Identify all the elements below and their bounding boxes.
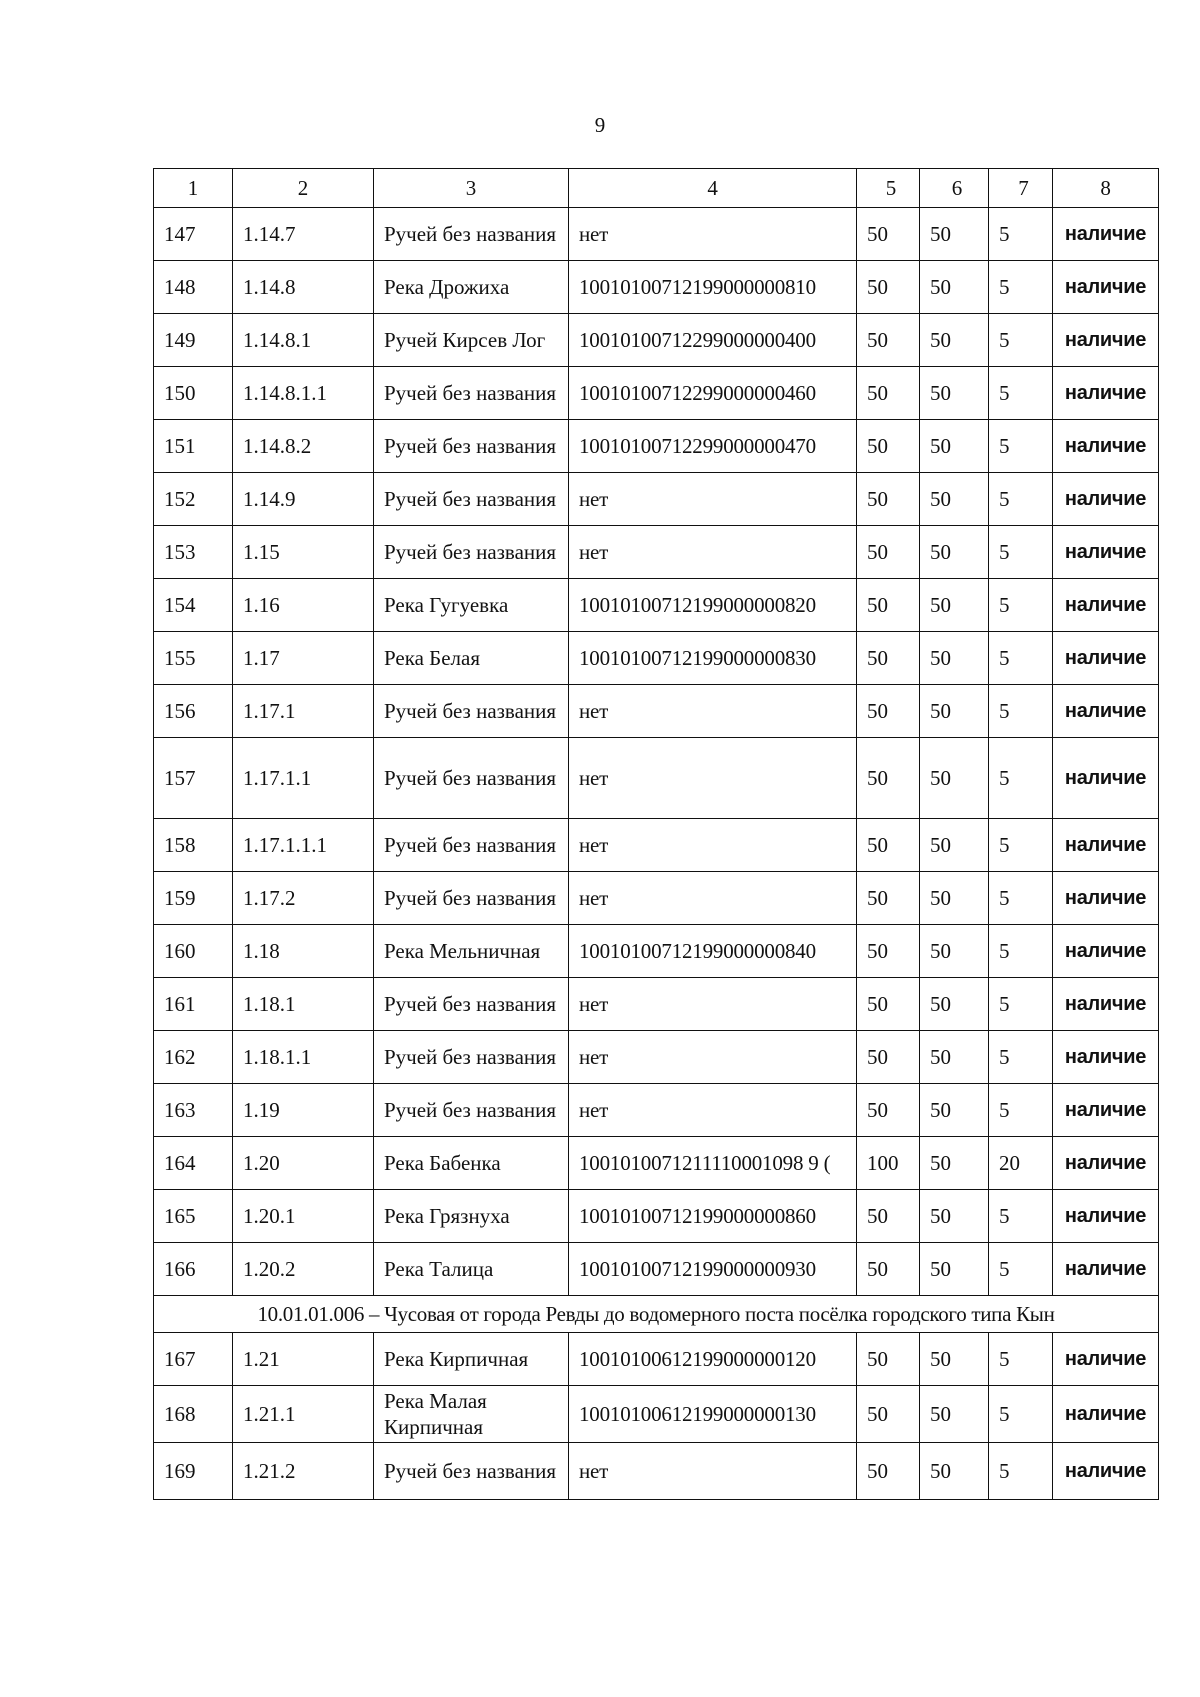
value-7-cell: 5 (989, 738, 1053, 819)
value-7-cell: 5 (989, 579, 1053, 632)
status-cell: наличие (1053, 1137, 1159, 1190)
row-number-cell: 160 (154, 925, 233, 978)
status-cell: наличие (1053, 1031, 1159, 1084)
table-row (154, 1031, 1159, 1084)
table-row (154, 208, 1159, 261)
value-6-cell: 50 (920, 420, 989, 473)
value-6-cell: 50 (920, 738, 989, 819)
water-body-name-cell: Река Гугуевка (374, 579, 569, 632)
value-7-cell: 5 (989, 1190, 1053, 1243)
table-row (154, 738, 1159, 819)
water-body-name-cell: Ручей без названия (374, 978, 569, 1031)
status-cell: наличие (1053, 367, 1159, 420)
status-cell: наличие (1053, 738, 1159, 819)
value-5-cell: 50 (857, 367, 920, 420)
code-cell: 1.20.2 (233, 1243, 374, 1296)
value-6-cell: 50 (920, 1084, 989, 1137)
row-number-cell: 158 (154, 819, 233, 872)
water-body-name-cell: Ручей без названия (374, 1443, 569, 1500)
value-5-cell: 50 (857, 526, 920, 579)
registry-code-cell: 10010100712199000000840 (569, 925, 857, 978)
table-row (154, 1443, 1159, 1500)
code-cell: 1.16 (233, 579, 374, 632)
value-7-cell: 5 (989, 420, 1053, 473)
registry-code-cell: 1001010071211110001098 9 ( (569, 1137, 857, 1190)
table-row (154, 1386, 1159, 1443)
value-7-cell: 5 (989, 819, 1053, 872)
value-6-cell: 50 (920, 367, 989, 420)
row-number-cell: 161 (154, 978, 233, 1031)
row-number-cell: 150 (154, 367, 233, 420)
value-6-cell: 50 (920, 1137, 989, 1190)
status-cell: наличие (1053, 632, 1159, 685)
registry-code-cell: 10010100712199000000810 (569, 261, 857, 314)
registry-code-cell: нет (569, 473, 857, 526)
table-row (154, 1084, 1159, 1137)
registry-code-cell: нет (569, 819, 857, 872)
value-5-cell: 50 (857, 579, 920, 632)
value-5-cell: 50 (857, 978, 920, 1031)
table-row (154, 526, 1159, 579)
status-cell: наличие (1053, 685, 1159, 738)
value-5-cell: 50 (857, 208, 920, 261)
row-number-cell: 169 (154, 1443, 233, 1500)
water-body-name-cell: Ручей без названия (374, 1084, 569, 1137)
column-header: 8 (1053, 169, 1159, 208)
table-row (154, 1333, 1159, 1386)
column-header: 3 (374, 169, 569, 208)
value-6-cell: 50 (920, 1443, 989, 1500)
value-6-cell: 50 (920, 314, 989, 367)
value-7-cell: 5 (989, 872, 1053, 925)
code-cell: 1.17.2 (233, 872, 374, 925)
row-number-cell: 159 (154, 872, 233, 925)
status-cell: наличие (1053, 208, 1159, 261)
registry-code-cell: нет (569, 685, 857, 738)
registry-code-cell: 10010100712199000000830 (569, 632, 857, 685)
code-cell: 1.14.9 (233, 473, 374, 526)
value-5-cell: 50 (857, 1031, 920, 1084)
value-7-cell: 5 (989, 526, 1053, 579)
value-7-cell: 5 (989, 1031, 1053, 1084)
status-cell: наличие (1053, 1443, 1159, 1500)
table-row (154, 579, 1159, 632)
registry-code-cell: 10010100712199000000930 (569, 1243, 857, 1296)
table-row (154, 872, 1159, 925)
value-5-cell: 50 (857, 925, 920, 978)
page-number: 9 (594, 113, 606, 137)
water-bodies-table (153, 168, 1159, 1500)
row-number-cell: 168 (154, 1386, 233, 1443)
table-row (154, 1243, 1159, 1296)
code-cell: 1.18 (233, 925, 374, 978)
code-cell: 1.14.7 (233, 208, 374, 261)
status-cell: наличие (1053, 314, 1159, 367)
column-header: 5 (857, 169, 920, 208)
value-6-cell: 50 (920, 1031, 989, 1084)
code-cell: 1.19 (233, 1084, 374, 1137)
row-number-cell: 147 (154, 208, 233, 261)
column-header: 7 (989, 169, 1053, 208)
value-7-cell: 5 (989, 314, 1053, 367)
value-5-cell: 100 (857, 1137, 920, 1190)
value-5-cell: 50 (857, 1243, 920, 1296)
value-6-cell: 50 (920, 579, 989, 632)
registry-code-cell: нет (569, 978, 857, 1031)
row-number-cell: 156 (154, 685, 233, 738)
status-cell: наличие (1053, 473, 1159, 526)
value-7-cell: 5 (989, 473, 1053, 526)
value-5-cell: 50 (857, 1443, 920, 1500)
table-row (154, 925, 1159, 978)
value-7-cell: 5 (989, 1443, 1053, 1500)
table-row (154, 632, 1159, 685)
section-row (154, 1296, 1159, 1333)
value-5-cell: 50 (857, 685, 920, 738)
registry-code-cell: нет (569, 1443, 857, 1500)
registry-code-cell: 10010100712299000000400 (569, 314, 857, 367)
value-6-cell: 50 (920, 925, 989, 978)
row-number-cell: 151 (154, 420, 233, 473)
section-title: 10.01.01.006 – Чусовая от города Ревды до водомерного поста посёлка городского типа Кын (154, 1296, 1159, 1333)
value-6-cell: 50 (920, 819, 989, 872)
table-header-row (154, 169, 1159, 208)
status-cell: наличие (1053, 1190, 1159, 1243)
code-cell: 1.21 (233, 1333, 374, 1386)
registry-code-cell: 10010100612199000000120 (569, 1333, 857, 1386)
code-cell: 1.21.1 (233, 1386, 374, 1443)
water-body-name-cell: Река Белая (374, 632, 569, 685)
status-cell: наличие (1053, 1243, 1159, 1296)
status-cell: наличие (1053, 526, 1159, 579)
water-body-name-cell: Ручей без названия (374, 685, 569, 738)
table-row (154, 367, 1159, 420)
row-number-cell: 163 (154, 1084, 233, 1137)
value-5-cell: 50 (857, 1084, 920, 1137)
registry-code-cell: нет (569, 208, 857, 261)
value-5-cell: 50 (857, 632, 920, 685)
water-body-name-cell: Ручей без названия (374, 872, 569, 925)
water-body-name-cell: Река Дрожиха (374, 261, 569, 314)
value-6-cell: 50 (920, 1190, 989, 1243)
water-body-name-cell: Ручей без названия (374, 738, 569, 819)
value-5-cell: 50 (857, 420, 920, 473)
value-6-cell: 50 (920, 1243, 989, 1296)
value-7-cell: 5 (989, 208, 1053, 261)
code-cell: 1.21.2 (233, 1443, 374, 1500)
value-7-cell: 5 (989, 1243, 1053, 1296)
value-5-cell: 50 (857, 1190, 920, 1243)
status-cell: наличие (1053, 872, 1159, 925)
row-number-cell: 166 (154, 1243, 233, 1296)
row-number-cell: 148 (154, 261, 233, 314)
value-6-cell: 50 (920, 261, 989, 314)
registry-code-cell: 10010100712299000000460 (569, 367, 857, 420)
row-number-cell: 154 (154, 579, 233, 632)
water-body-name-cell: Река Талица (374, 1243, 569, 1296)
status-cell: наличие (1053, 819, 1159, 872)
value-5-cell: 50 (857, 872, 920, 925)
table-row (154, 473, 1159, 526)
value-5-cell: 50 (857, 819, 920, 872)
water-body-name-cell: Река Кирпичная (374, 1333, 569, 1386)
value-6-cell: 50 (920, 1386, 989, 1443)
row-number-cell: 155 (154, 632, 233, 685)
value-6-cell: 50 (920, 978, 989, 1031)
value-7-cell: 5 (989, 978, 1053, 1031)
water-body-name-cell: Ручей без названия (374, 208, 569, 261)
table-row (154, 685, 1159, 738)
water-body-name-cell: Ручей без названия (374, 420, 569, 473)
value-7-cell: 5 (989, 632, 1053, 685)
registry-code-cell: нет (569, 872, 857, 925)
value-7-cell: 5 (989, 925, 1053, 978)
value-5-cell: 50 (857, 473, 920, 526)
registry-code-cell: 10010100712199000000820 (569, 579, 857, 632)
value-7-cell: 5 (989, 367, 1053, 420)
row-number-cell: 153 (154, 526, 233, 579)
status-cell: наличие (1053, 420, 1159, 473)
code-cell: 1.18.1.1 (233, 1031, 374, 1084)
row-number-cell: 157 (154, 738, 233, 819)
registry-code-cell: 10010100712199000000860 (569, 1190, 857, 1243)
value-6-cell: 50 (920, 872, 989, 925)
code-cell: 1.17.1.1.1 (233, 819, 374, 872)
row-number-cell: 167 (154, 1333, 233, 1386)
table-row (154, 819, 1159, 872)
table-row (154, 314, 1159, 367)
water-body-name-cell: Ручей без названия (374, 1031, 569, 1084)
status-cell: наличие (1053, 261, 1159, 314)
value-5-cell: 50 (857, 738, 920, 819)
value-6-cell: 50 (920, 685, 989, 738)
code-cell: 1.14.8.1.1 (233, 367, 374, 420)
value-6-cell: 50 (920, 1333, 989, 1386)
code-cell: 1.17.1 (233, 685, 374, 738)
status-cell: наличие (1053, 978, 1159, 1031)
value-6-cell: 50 (920, 208, 989, 261)
table-row (154, 1137, 1159, 1190)
status-cell: наличие (1053, 1084, 1159, 1137)
value-7-cell: 5 (989, 1386, 1053, 1443)
code-cell: 1.18.1 (233, 978, 374, 1031)
status-cell: наличие (1053, 579, 1159, 632)
value-5-cell: 50 (857, 314, 920, 367)
water-body-name-cell: Ручей без названия (374, 473, 569, 526)
code-cell: 1.14.8 (233, 261, 374, 314)
table-row (154, 1190, 1159, 1243)
code-cell: 1.15 (233, 526, 374, 579)
table-row (154, 420, 1159, 473)
code-cell: 1.17.1.1 (233, 738, 374, 819)
column-header: 2 (233, 169, 374, 208)
value-7-cell: 5 (989, 1084, 1053, 1137)
code-cell: 1.14.8.1 (233, 314, 374, 367)
value-7-cell: 5 (989, 261, 1053, 314)
water-body-name-cell: Река Мельничная (374, 925, 569, 978)
code-cell: 1.20.1 (233, 1190, 374, 1243)
water-body-name-cell: Ручей без названия (374, 526, 569, 579)
table-row (154, 261, 1159, 314)
registry-code-cell: нет (569, 1084, 857, 1137)
water-body-name-cell: Ручей Кирсев Лог (374, 314, 569, 367)
registry-code-cell: 10010100612199000000130 (569, 1386, 857, 1443)
water-body-name-cell: Ручей без названия (374, 367, 569, 420)
status-cell: наличие (1053, 1386, 1159, 1443)
status-cell: наличие (1053, 925, 1159, 978)
row-number-cell: 149 (154, 314, 233, 367)
water-body-name-cell: Река Бабенка (374, 1137, 569, 1190)
value-7-cell: 5 (989, 685, 1053, 738)
registry-code-cell: нет (569, 738, 857, 819)
registry-code-cell: 10010100712299000000470 (569, 420, 857, 473)
code-cell: 1.14.8.2 (233, 420, 374, 473)
water-body-name-cell: Река Малая Кирпичная (374, 1386, 569, 1443)
column-header: 4 (569, 169, 857, 208)
value-7-cell: 20 (989, 1137, 1053, 1190)
column-header: 1 (154, 169, 233, 208)
code-cell: 1.20 (233, 1137, 374, 1190)
value-6-cell: 50 (920, 526, 989, 579)
value-5-cell: 50 (857, 1386, 920, 1443)
row-number-cell: 164 (154, 1137, 233, 1190)
table-row (154, 978, 1159, 1031)
water-body-name-cell: Река Грязнуха (374, 1190, 569, 1243)
value-6-cell: 50 (920, 632, 989, 685)
water-body-name-cell: Ручей без названия (374, 819, 569, 872)
column-header: 6 (920, 169, 989, 208)
row-number-cell: 162 (154, 1031, 233, 1084)
value-5-cell: 50 (857, 261, 920, 314)
value-5-cell: 50 (857, 1333, 920, 1386)
value-6-cell: 50 (920, 473, 989, 526)
code-cell: 1.17 (233, 632, 374, 685)
status-cell: наличие (1053, 1333, 1159, 1386)
registry-code-cell: нет (569, 526, 857, 579)
value-7-cell: 5 (989, 1333, 1053, 1386)
row-number-cell: 165 (154, 1190, 233, 1243)
registry-code-cell: нет (569, 1031, 857, 1084)
row-number-cell: 152 (154, 473, 233, 526)
